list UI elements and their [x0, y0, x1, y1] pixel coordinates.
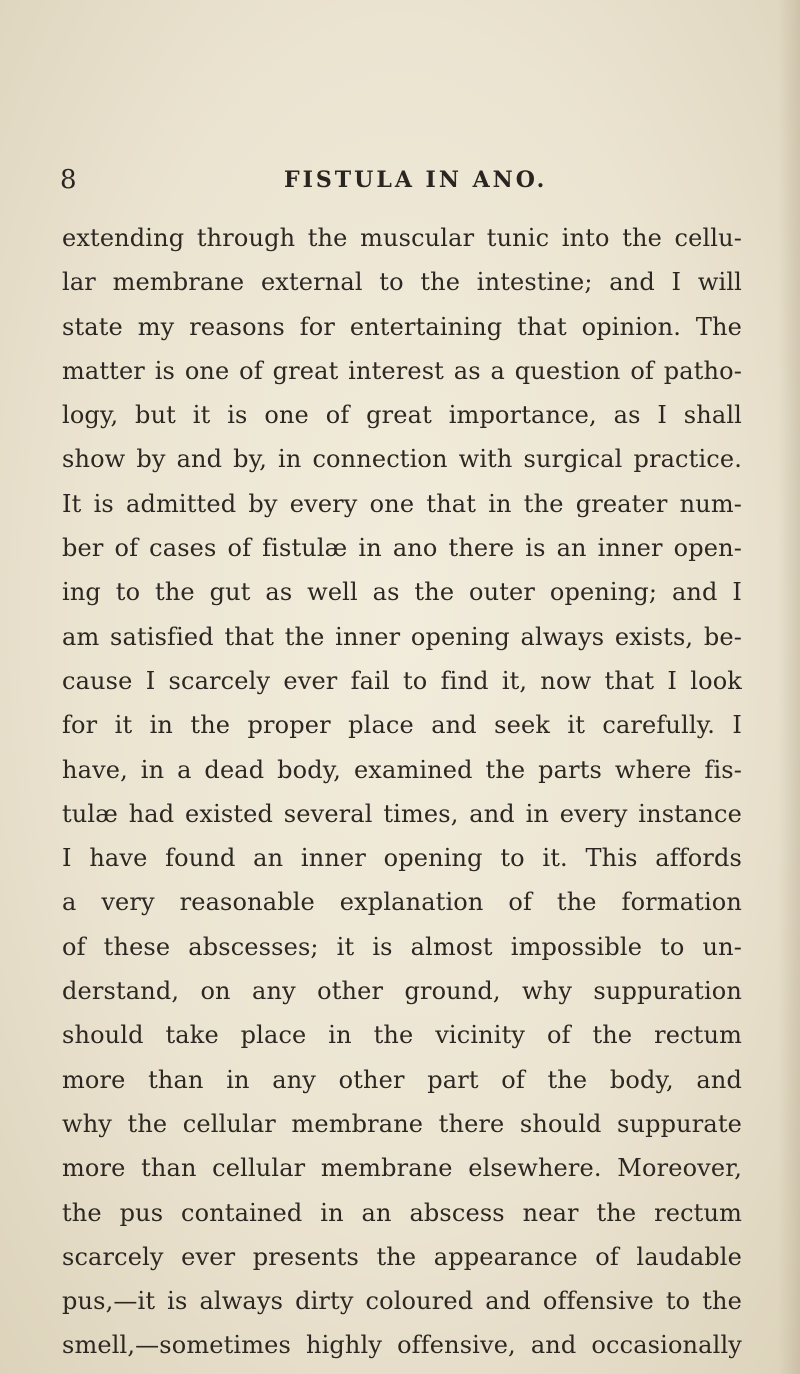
text-line: am satisfied that the inner opening always exists, be-: [62, 622, 742, 651]
text-line: ing to the gut as well as the outer opening; and I: [62, 578, 742, 607]
text-line: smell,—sometimes highly offensive, and occasionally: [62, 1331, 742, 1360]
text-line: more than in any other part of the body, and: [62, 1065, 742, 1094]
text-line: matter is one of great interest as a question of patho-: [62, 356, 742, 385]
text-line: more than cellular membrane elsewhere. Moreover,: [62, 1154, 742, 1183]
text-line: have, in a dead body, examined the parts where fis-: [62, 755, 742, 784]
text-line: the pus contained in an abscess near the rectum: [62, 1198, 742, 1227]
text-line: tulæ had existed several times, and in every instance: [62, 799, 742, 828]
text-line: of these abscesses; it is almost impossible to un-: [62, 932, 742, 961]
page-number: 8: [60, 165, 77, 195]
text-line: pus,—it is always dirty coloured and offensive to the: [62, 1287, 742, 1316]
running-head: FISTULA IN ANO.: [284, 167, 548, 193]
page-header: [60, 162, 740, 198]
text-line: lar membrane external to the intestine; and I will: [62, 268, 742, 297]
text-line: a very reasonable explanation of the formation: [62, 888, 742, 917]
text-line: scarcely ever presents the appearance of laudable: [62, 1242, 742, 1271]
text-line: for it in the proper place and seek it carefully. I: [62, 711, 742, 740]
text-line: should take place in the vicinity of the rectum: [62, 1021, 742, 1050]
text-line: extending through the muscular tunic into the cellu-: [62, 224, 742, 252]
text-line: why the cellular membrane there should suppurate: [62, 1109, 742, 1138]
text-line: logy, but it is one of great importance, as I shall: [62, 401, 742, 430]
page-edge-shadow: [778, 0, 800, 1374]
text-line: ber of cases of fistulæ in ano there is an inner open-: [62, 534, 742, 563]
text-line: state my reasons for entertaining that opinion. The: [62, 312, 742, 341]
text-line: derstand, on any other ground, why suppuration: [62, 977, 742, 1006]
text-line: It is admitted by every one that in the greater num-: [62, 489, 742, 518]
text-line: cause I scarcely ever fail to find it, now that I look: [62, 666, 742, 695]
text-line: show by and by, in connection with surgical practice.: [62, 445, 742, 474]
body-text: [62, 216, 742, 1368]
text-line: I have found an inner opening to it. This affords: [62, 844, 742, 873]
